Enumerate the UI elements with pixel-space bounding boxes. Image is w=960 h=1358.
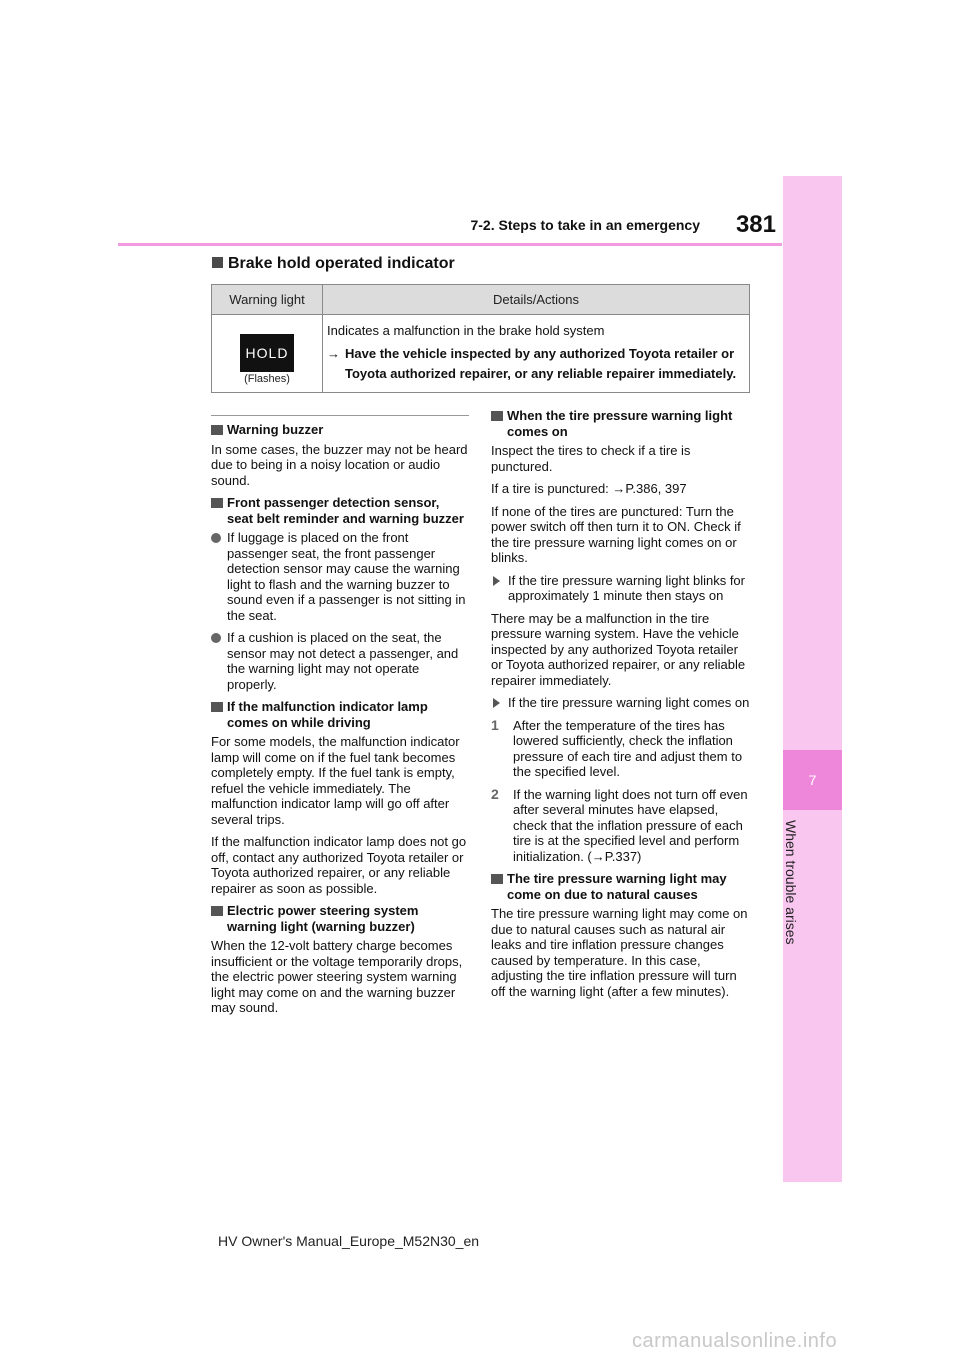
warning-light-cell	[212, 315, 323, 393]
tire-text-2: If a tire is punctured: →P.386, 397	[491, 481, 687, 496]
malfunction-text-1: For some models, the malfunction indicator lamp will come on if the fuel tank becomes completely empty. If the fuel tank is empty, refuel the vehicle immediately. The malfunction indicator lamp will go off after several trips.	[211, 734, 460, 827]
blink-item-text: If the tire pressure warning light blinks for approximately 1 minute then stays on	[508, 572, 745, 603]
chapter-title-text: When trouble arises	[783, 820, 799, 945]
list-item	[491, 695, 753, 711]
natural-text: The tire pressure warning light may come on due to natural causes such as natural air leaks and tire inflation pressure changes caused by temperature. In this case, adjusting the tire inflation pressure will turn off the warning light (after a few minutes).	[491, 906, 748, 999]
tire-text-3: If none of the tires are punctured: Turn the power switch off then turn it to ON. Check if the tire pressure warning light comes on or blinks.	[491, 503, 741, 565]
passenger-heading	[211, 495, 469, 526]
step-number: 1	[491, 716, 499, 733]
details-cell	[323, 315, 750, 393]
chapter-title	[785, 820, 815, 960]
action-text: Have the vehicle inspected by any authorized Toyota retailer or Toyota authorized repairer, or any reliable repairer immediately.	[345, 346, 737, 381]
step-number: 2	[491, 785, 499, 802]
main-heading-text: Brake hold operated indicator	[228, 255, 455, 272]
hold-indicator-icon: HOLD	[240, 334, 294, 372]
list-item	[211, 630, 469, 692]
section-title: 7-2. Steps to take in an emergency	[470, 217, 700, 233]
malfunction-text-2: If the malfunction indicator lamp does not go off, contact any authorized Toyota retailer or Toyota authorized repairer, or any reliable repairer as soon as possible.	[211, 834, 467, 896]
action-line	[327, 344, 743, 384]
square-icon	[211, 702, 223, 712]
bullet-icon	[211, 533, 221, 543]
eps-text: When the 12-volt battery charge becomes insufficient or the voltage temporarily drops, the electric power steering system warning light may come on and the warning buzzer may sound.	[211, 938, 463, 1015]
main-heading	[212, 255, 455, 273]
column-header-details: Details/Actions	[323, 285, 750, 315]
square-icon	[491, 874, 503, 884]
warning-light-table	[211, 284, 750, 393]
bullet-icon	[211, 633, 221, 643]
on-item-text: If the tire pressure warning light comes on	[508, 695, 750, 710]
triangle-bullet-icon	[493, 576, 500, 586]
left-column	[211, 422, 469, 1023]
bullet-text: If a cushion is placed on the seat, the sensor may not detect a passenger, and the warning light may not operate properly.	[227, 630, 459, 692]
watermark: carmanualsonline.info	[632, 1330, 838, 1352]
passenger-heading-text: Front passenger detection sensor, seat belt reminder and warning buzzer	[227, 495, 464, 526]
footer-manual-id: HV Owner's Manual_Europe_M52N30_en	[218, 1233, 480, 1249]
column-header-warning-light: Warning light	[212, 285, 323, 315]
eps-heading	[211, 903, 469, 934]
buzzer-heading-text: Warning buzzer	[227, 422, 324, 437]
buzzer-text: In some cases, the buzzer may not be heard due to being in a noisy location or audio sound.	[211, 441, 468, 488]
buzzer-heading	[211, 422, 469, 438]
detail-text: Indicates a malfunction in the brake hold system	[327, 323, 605, 338]
header-rule	[118, 243, 782, 246]
page-number: 381	[735, 211, 776, 238]
bullet-text: If luggage is placed on the front passenger seat, the front passenger detection sensor may cause the warning light to flash and the warning buzzer to sound even if a passenger is not sitting in the seat.	[227, 530, 466, 623]
tire-heading	[491, 408, 753, 439]
table-row	[212, 315, 750, 393]
table-header-row	[212, 285, 750, 315]
icon-caption: (Flashes)	[244, 373, 290, 385]
square-icon	[211, 425, 223, 435]
side-tab	[783, 176, 842, 1182]
triangle-bullet-icon	[493, 698, 500, 708]
step-1	[491, 718, 753, 780]
heading-square-icon	[212, 257, 223, 268]
square-icon	[211, 906, 223, 916]
right-column	[491, 408, 753, 1006]
list-item	[491, 573, 753, 604]
list-item	[211, 530, 469, 623]
blink-text: There may be a malfunction in the tire pressure warning system. Have the vehicle inspected by any authorized Toyota retailer or Toyota authorized repairer, or any reliable repairer immediately.	[491, 610, 746, 688]
step-text: After the temperature of the tires has lowered sufficiently, check the inflation pressure of each tire and adjust them to the specified level.	[513, 717, 743, 779]
tire-text-1: Inspect the tires to check if a tire is punctured.	[491, 443, 691, 474]
eps-heading-text: Electric power steering system warning light (warning buzzer)	[227, 903, 419, 934]
arrow-icon: →	[327, 346, 340, 361]
chapter-number: 7	[783, 750, 842, 810]
tire-heading-text: When the tire pressure warning light comes on	[507, 408, 733, 439]
step-2	[491, 787, 753, 865]
step-text: If the warning light does not turn off even after several minutes have elapsed, check that the inflation pressure of each tire is at the specified level and perform initialization. (→P.337)	[513, 786, 748, 864]
malfunction-heading-text: If the malfunction indicator lamp comes on while driving	[227, 699, 428, 730]
square-icon	[491, 411, 503, 421]
natural-heading	[491, 871, 753, 902]
natural-heading-text: The tire pressure warning light may come on due to natural causes	[507, 871, 727, 902]
column-divider	[211, 415, 469, 416]
malfunction-heading	[211, 699, 469, 730]
square-icon	[211, 498, 223, 508]
